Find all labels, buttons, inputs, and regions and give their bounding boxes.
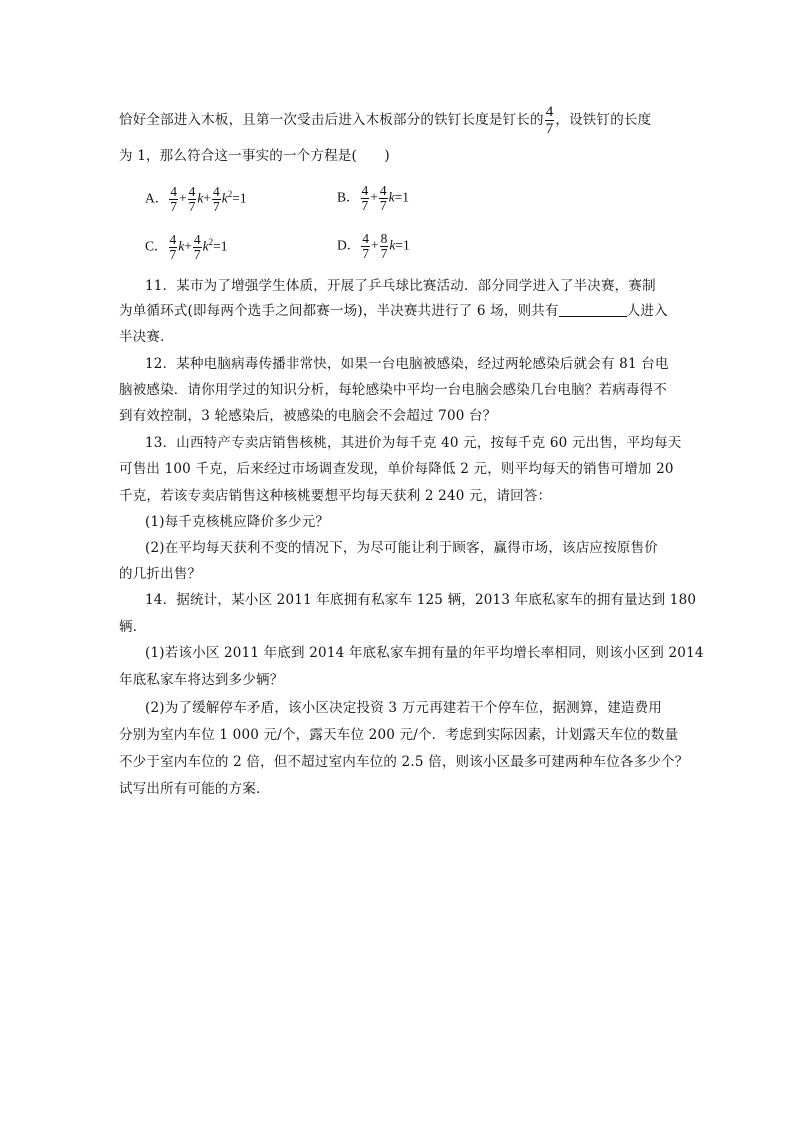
q12-line3: 到有效控制，3 轮感染后，被感染的电脑会不会超过 700 台？ [119, 408, 497, 424]
q14-sub1-line2: 年底私家车将达到多少辆？ [119, 672, 284, 688]
q14-sub2-line2: 分别为室内车位 1 000 元/个，露天车位 200 元/个．考虑到实际因素，计划露天车位的数量 [119, 727, 679, 743]
option-c[interactable]: C． $\frac{4}{7}$ k+ $\frac{4}{7}$ $k^2=1$ [145, 231, 228, 262]
option-b[interactable]: B． $\frac{4}{7}$ + $\frac{4}{7}$ k=1 [337, 183, 410, 213]
option-a[interactable]: A． $\frac{4}{7}$ + $\frac{4}{7}$ k+ $\frac{4}{7}$ $k^2=1$ [145, 183, 247, 214]
q14-line2: 辆． [119, 619, 147, 635]
q10-text-a: 恰好全部进入木板，且第一次受击后进入木板部分的铁钉长度是钉长的 [119, 112, 544, 128]
q13-sub2-line2: 的几折出售？ [119, 566, 202, 582]
q13-sub2-line1: (2)在平均每天获利不变的情况下，为尽可能让利于顾客，赢得市场，该店应按原售价 [145, 540, 658, 556]
q13-line2: 可售出 100 千克，后来经过市场调查发现，单价每降低 2 元，则平均每天的销售可增加 20 [119, 461, 674, 477]
q11-line2: 为单循环式(即每两个选手之间都赛一场)，半决赛共进行了 6 场，则共有 人进入 [119, 303, 668, 319]
q12-line1: 12．某种电脑病毒传播非常快，如果一台电脑被感染，经过两轮感染后就会有 81 台电 [145, 356, 669, 372]
q13-line1: 13．山西特产专卖店销售核桃，其进价为每千克 40 元，按每千克 60 元出售，平均每天 [145, 435, 682, 451]
q13-sub1: (1)每千克核桃应降价多少元？ [145, 514, 330, 530]
q11-line1: 11．某市为了增强学生体质，开展了乒乓球比赛活动．部分同学进入了半决赛，赛制 [145, 278, 656, 294]
fraction-four-sevenths: $\frac{4}{7}$ [545, 104, 554, 137]
q10-text-b: ，设铁钉的长度 [555, 112, 652, 128]
q10-line2: 为 1，那么符合这一事实的一个方程是( ) [119, 148, 390, 164]
q14-sub2-line1: (2)为了缓解停车矛盾，该小区决定投资 3 万元再建若干个停车位，据测算，建造费用 [145, 700, 662, 716]
q13-line3: 千克，若该专卖店销售这种核桃要想平均每天获利 2 240 元，请回答： [119, 488, 552, 504]
q14-sub2-line4: 试写出所有可能的方案． [119, 781, 270, 797]
q11-line3: 半决赛． [119, 329, 174, 345]
q14-line1: 14．据统计，某小区 2011 年底拥有私家车 125 辆，2013 年底私家车的拥有量达到 180 [145, 592, 697, 608]
option-d[interactable]: D． $\frac{4}{7}$ + $\frac{8}{7}$ k=1 [337, 231, 410, 261]
q14-sub2-line3: 不少于室内车位的 2 倍，但不超过室内车位的 2.5 倍，则该小区最多可建两种车位各多少个？ [119, 754, 689, 770]
answer-blank[interactable] [559, 302, 627, 317]
q14-sub1-line1: (1)若该小区 2011 年底到 2014 年底私家车拥有量的年平均增长率相同，则该小区到 2014 [145, 645, 704, 661]
q12-line2: 脑被感染．请你用学过的知识分析，每轮感染中平均一台电脑会感染几台电脑？若病毒得不 [119, 382, 667, 398]
q10-line1 [119, 104, 679, 137]
